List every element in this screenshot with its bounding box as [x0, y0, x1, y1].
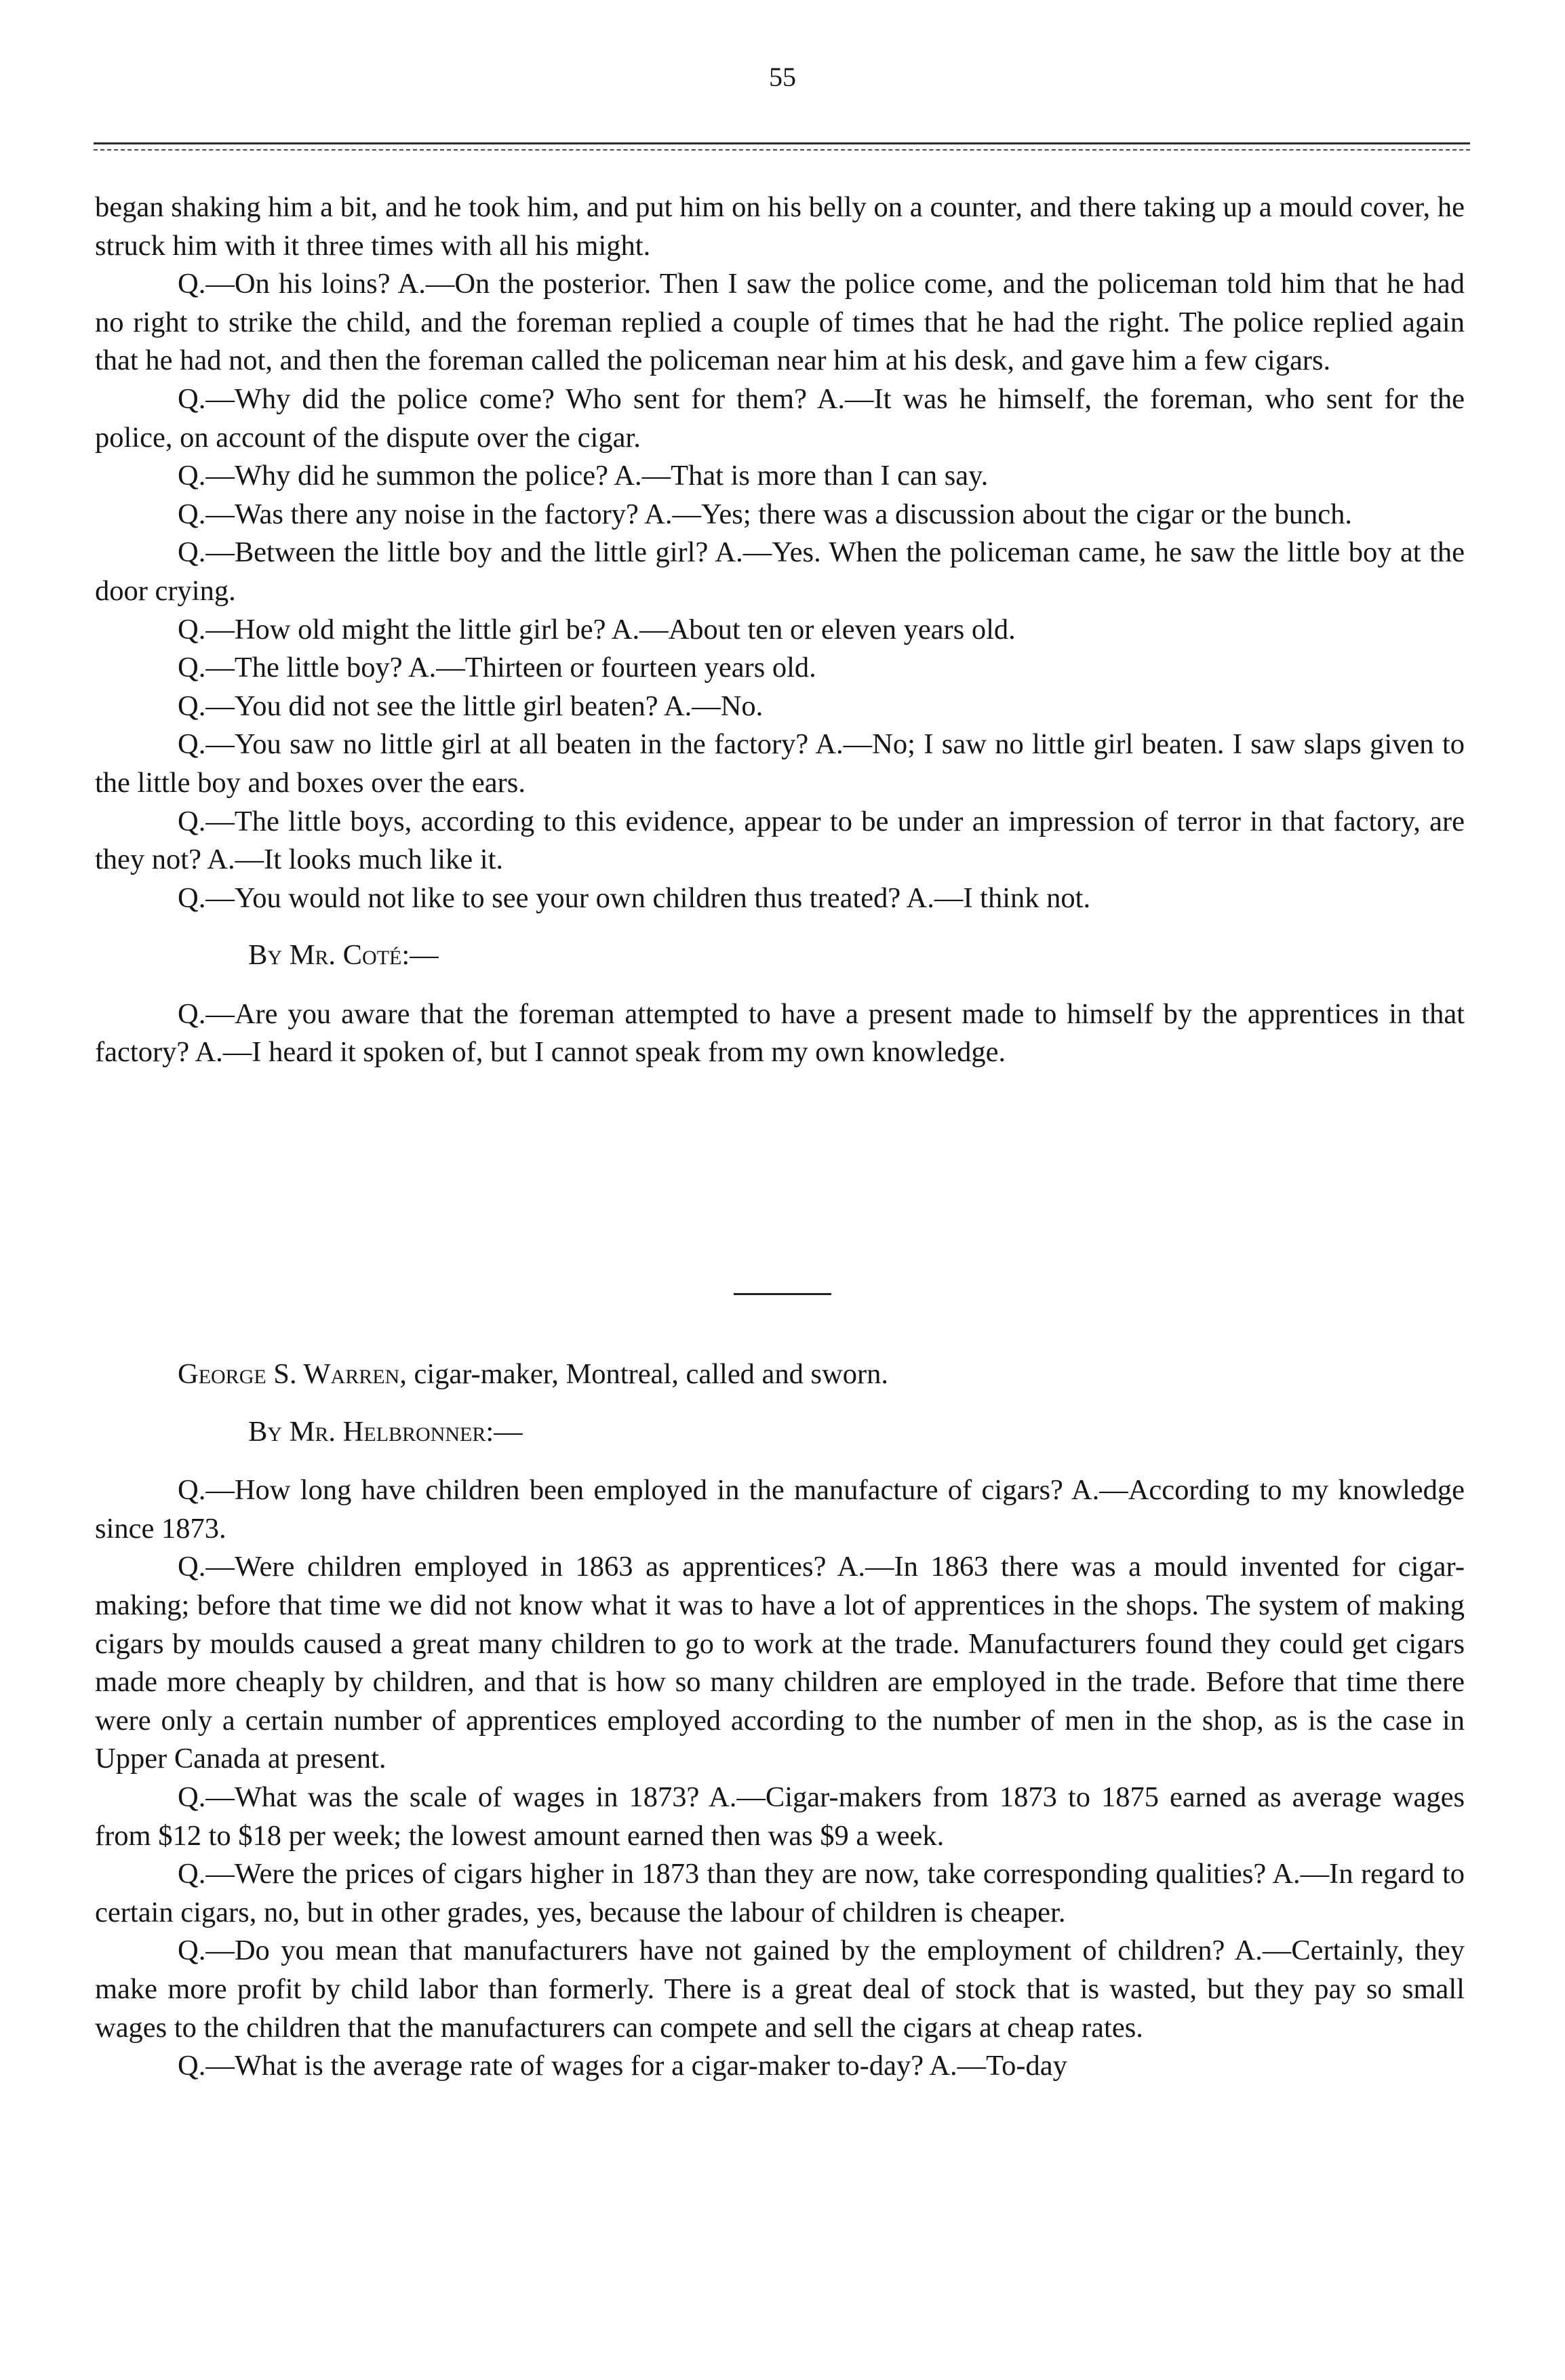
qa-paragraph: Q.—Why did the police come? Who sent for them? A.—It was he himself, the foreman, who sent for the police, on account of the dispute over the cigar.: [95, 382, 1465, 454]
qa-paragraph: Q.—Why did he summon the police? A.—That is more than I can say.: [178, 460, 989, 492]
testimony-section-2: [95, 1355, 1465, 2086]
witness-heading: [95, 1355, 1465, 1394]
qa-paragraph: Q.—The little boys, according to this evidence, appear to be under an impression of terror in that factory, are they not? A.—It looks much like it.: [95, 805, 1465, 876]
qa-paragraph: Q.—Are you aware that the foreman attempted to have a present made to himself by the apprentices in that factory? A.—I heard it spoken of, but I cannot speak from my own knowledge.: [95, 997, 1465, 1069]
examiner-byline: By Mr. Coté:—: [248, 939, 439, 972]
page-number: 55: [769, 62, 796, 92]
qa-paragraph: Q.—Was there any noise in the factory? A.—Yes; there was a discussion about the cigar or the bunch.: [178, 498, 1352, 530]
qa-paragraph: Q.—What was the scale of wages in 1873? A.—Cigar-makers from 1873 to 1875 earned as average wages from $12 to $18 per week; the lowest amount earned then was $9 a week.: [95, 1781, 1465, 1852]
qa-paragraph: Q.—What is the average rate of wages for a cigar-maker to-day? A.—To-day: [178, 2050, 1067, 2082]
paragraph-continuation: began shaking him a bit, and he took him, and put him on his belly on a counter, and there taking up a mould cover, he struck him with it three times with all his might.: [95, 191, 1465, 262]
examiner-byline: By Mr. Helbronner:—: [248, 1415, 523, 1448]
qa-paragraph: Q.—How long have children been employed in the manufacture of cigars? A.—According to my knowledge since 1873.: [95, 1474, 1465, 1545]
qa-paragraph: Q.—You saw no little girl at all beaten in the factory? A.—No; I saw no little girl beaten. I saw slaps given to the little boy and boxes over the ears.: [95, 728, 1465, 799]
qa-paragraph: Q.—How old might the little girl be? A.—About ten or eleven years old.: [178, 613, 1016, 646]
section-divider: [734, 1293, 831, 1295]
witness-name: George S. Warren,: [178, 1358, 407, 1390]
header-rule: [94, 142, 1470, 144]
header-rule-dashed: [94, 149, 1470, 151]
qa-paragraph: Q.—Were the prices of cigars higher in 1873 than they are now, take corresponding qualities? A.—In regard to certain cigars, no, but in other grades, yes, because the labour of children is cheaper.: [95, 1858, 1465, 1928]
witness-description: cigar-maker, Montreal, called and sworn.: [406, 1358, 889, 1390]
testimony-section-1: [95, 189, 1465, 1072]
qa-paragraph: Q.—Were children employed in 1863 as apprentices? A.—In 1863 there was a mould invented for cigar-making; before that time we did not know what it was to have a lot of apprentices in the shops. The system of making cigars by moulds caused a great many children to go to work at the trade. Manufacturers found they could get cigars made more cheaply by children, and that is how so many children are employed in the trade. Before that time there were only a certain number of apprentices employed according to the number of men in the shop, as is the case in Upper Canada at present.: [95, 1551, 1465, 1775]
qa-paragraph: Q.—You would not like to see your own children thus treated? A.—I think not.: [178, 881, 1091, 914]
qa-paragraph: Q.—You did not see the little girl beaten? A.—No.: [178, 690, 764, 722]
qa-paragraph: Q.—The little boy? A.—Thirteen or fourteen years old.: [178, 652, 816, 684]
qa-paragraph: Q.—Between the little boy and the little girl? A.—Yes. When the policeman came, he saw the little boy at the door crying.: [95, 536, 1465, 607]
qa-paragraph: Q.—On his loins? A.—On the posterior. Then I saw the police come, and the policeman told him that he had no right to strike the child, and the foreman replied a couple of times that he had the right. The police replied again that he had not, and then the foreman called the policeman near him at his desk, and gave him a few cigars.: [95, 268, 1465, 377]
qa-paragraph: Q.—Do you mean that manufacturers have not gained by the employment of children? A.—Certainly, they make more profit by child labor than formerly. There is a great deal of stock that is wasted, but they pay so small wages to the children that the manufacturers can compete and sell the cigars at cheap rates.: [95, 1935, 1465, 2044]
